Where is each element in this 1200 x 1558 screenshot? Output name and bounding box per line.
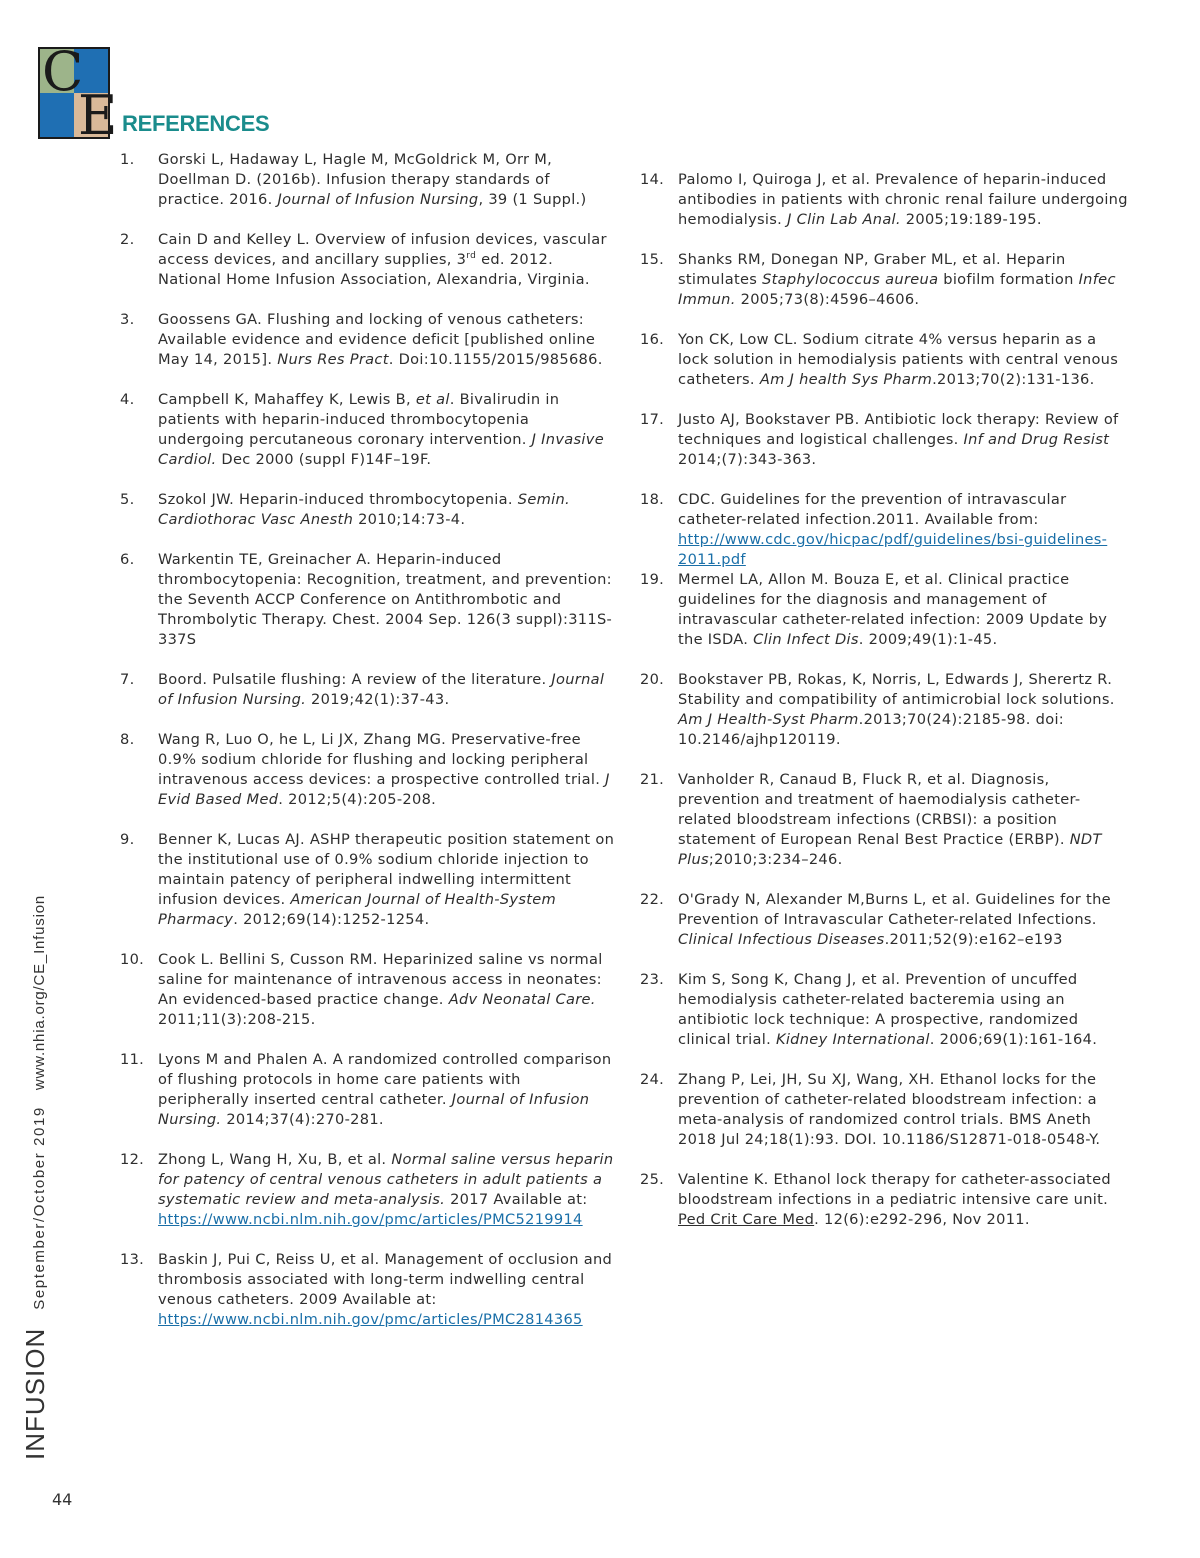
- reference-number: 13.: [120, 1251, 145, 1268]
- reference-link[interactable]: https://www.ncbi.nlm.nih.gov/pmc/articles/PMC2814365: [158, 1311, 583, 1328]
- reference-text-segment: Benner K, Lucas AJ. ASHP therapeutic position statement on the institutional use of 0.9% sodium chloride injection to maintain patency of peripheral indwelling intermittent infusion devices.: [158, 831, 615, 908]
- reference-number: 4.: [120, 391, 135, 408]
- reference-item: [640, 1170, 1130, 1230]
- reference-source-italic: J Clin Lab Anal.: [787, 211, 901, 228]
- reference-number: 21.: [640, 771, 665, 788]
- reference-text: [158, 1251, 612, 1328]
- page-number: 44: [52, 1490, 73, 1509]
- reference-text: [678, 971, 1097, 1048]
- reference-item: [120, 550, 615, 650]
- reference-number: 12.: [120, 1151, 145, 1168]
- reference-text-segment: . Doi:10.1155/2015/985686.: [388, 351, 603, 368]
- reference-text-segment: Baskin J, Pui C, Reiss U, et al. Management of occlusion and thrombosis associated with long-term indwelling central venous catheters. 2009 Available at:: [158, 1251, 613, 1308]
- reference-text-segment: , 39 (1 Suppl.): [478, 191, 587, 208]
- reference-source-italic: American Journal of Health-System Pharmacy: [158, 891, 557, 928]
- reference-text: [158, 731, 610, 808]
- reference-number: 14.: [640, 171, 665, 188]
- reference-text-segment: ed. 2012. National Home Infusion Association, Alexandria, Virginia.: [158, 251, 590, 288]
- reference-item: [640, 250, 1130, 310]
- reference-text-segment: . Bivalirudin in patients with heparin-induced thrombocytopenia undergoing percutaneous coronary intervention.: [158, 391, 560, 448]
- reference-item: [120, 230, 615, 290]
- reference-text-segment: Goossens GA. Flushing and locking of venous catheters: Available evidence and evidence deficit [published online May 14, 2015].: [158, 311, 596, 368]
- reference-text: [158, 831, 614, 928]
- reference-text-segment: Wang R, Luo O, he L, Li JX, Zhang MG. Preservative-free 0.9% sodium chloride for flushing and locking peripheral intravenous access devices: a prospective controlled trial.: [158, 731, 606, 788]
- reference-text-segment: 2005;73(8):4596–4606.: [735, 291, 920, 308]
- reference-item: [640, 410, 1130, 470]
- reference-text-segment: Lyons M and Phalen A. A randomized controlled comparison of flushing protocols in home care patients with peripherally inserted central catheter.: [158, 1051, 612, 1108]
- journal-brand: INFUSION: [20, 1327, 50, 1460]
- reference-source-italic: Infec Immun.: [678, 271, 1116, 308]
- reference-text-segment: Valentine K. Ethanol lock therapy for catheter-associated bloodstream infections in a pediatric intensive care unit.: [678, 1171, 1111, 1208]
- reference-text-segment: .2011;52(9):e162–e193: [884, 931, 1063, 948]
- reference-source-italic: Adv Neonatal Care.: [448, 991, 596, 1008]
- reference-text: [158, 231, 607, 288]
- reference-item: [120, 670, 615, 710]
- reference-item: [640, 570, 1130, 650]
- reference-item: [120, 310, 615, 370]
- reference-number: 23.: [640, 971, 665, 988]
- reference-text-segment: Vanholder R, Canaud B, Fluck R, et al. Diagnosis, prevention and treatment of haemodialysis catheter-related bloodstream infections (CRBSI): a position statement of European Renal Best Practice (ERBP).: [678, 771, 1081, 848]
- reference-text: [158, 951, 603, 1028]
- reference-text-segment: Mermel LA, Allon M. Bouza E, et al. Clinical practice guidelines for the diagnosis and management of intravascular catheter-related infection: 2009 Update by the ISDA.: [678, 571, 1108, 648]
- reference-number: 25.: [640, 1171, 665, 1188]
- reference-source-italic: Clin Infect Dis: [753, 631, 859, 648]
- logo-letter-c: C: [42, 40, 84, 103]
- reference-item: [120, 390, 615, 470]
- reference-text-segment: 2005;19:189-195.: [900, 211, 1042, 228]
- reference-number: 10.: [120, 951, 145, 968]
- reference-source-italic: Journal of Infusion Nursing: [277, 191, 479, 208]
- reference-text: [678, 671, 1115, 748]
- reference-source-italic: et al: [415, 391, 450, 408]
- reference-source-italic: Am J health Sys Pharm: [759, 371, 933, 388]
- reference-number: 1.: [120, 151, 135, 168]
- reference-text-segment: . 2012;5(4):205-208.: [278, 791, 437, 808]
- references-column-left: [120, 150, 615, 1350]
- reference-text: [158, 551, 612, 648]
- reference-text-segment: Zhong L, Wang H, Xu, B, et al.: [158, 1151, 392, 1168]
- reference-item: [120, 490, 615, 530]
- reference-text-segment: .2013;70(24):2185-98. doi: 10.2146/ajhp120119.: [678, 711, 1065, 748]
- reference-text-segment: Justo AJ, Bookstaver PB. Antibiotic lock therapy: Review of techniques and logistical challenges.: [678, 411, 1119, 448]
- reference-number: 17.: [640, 411, 665, 428]
- reference-item: [640, 170, 1130, 230]
- reference-number: 15.: [640, 251, 665, 268]
- reference-number: 9.: [120, 831, 135, 848]
- reference-text-segment: Bookstaver PB, Rokas, K, Norris, L, Edwards J, Sherertz R. Stability and compatibility of antimicrobial lock solutions.: [678, 671, 1115, 708]
- reference-text-segment: Campbell K, Mahaffey K, Lewis B,: [158, 391, 416, 408]
- reference-text: [158, 151, 587, 208]
- reference-text-segment: ;2010;3:234–246.: [708, 851, 843, 868]
- reference-item: [120, 730, 615, 810]
- journal-url: www.nhia.org/CE_Infusion: [31, 894, 48, 1091]
- reference-source-italic: J Invasive Cardiol.: [158, 431, 604, 468]
- reference-source-italic: Journal of Infusion Nursing.: [158, 671, 605, 708]
- reference-number: 18.: [640, 491, 665, 508]
- reference-text: [678, 491, 1107, 568]
- reference-number: 2.: [120, 231, 135, 248]
- reference-text-segment: Cook L. Bellini S, Cusson RM. Heparinized saline vs normal saline for maintenance of intravenous access in neonates: An evidenced-based practice change.: [158, 951, 603, 1008]
- reference-text: [678, 571, 1107, 648]
- reference-text-segment: 2017 Available at:: [445, 1191, 588, 1208]
- reference-text-segment: Kim S, Song K, Chang J, et al. Prevention of uncuffed hemodialysis catheter-related bacteremia using an antibiotic lock technique: A prospective, randomized clinical trial.: [678, 971, 1079, 1048]
- reference-text: [678, 1071, 1100, 1148]
- reference-item: [640, 1070, 1130, 1150]
- reference-source-italic: Am J Health-Syst Pharm: [678, 711, 859, 728]
- reference-text: [678, 1171, 1111, 1228]
- reference-source-italic: Clinical Infectious Diseases: [678, 931, 885, 948]
- reference-source-italic: Kidney International: [775, 1031, 930, 1048]
- reference-item: [120, 830, 615, 930]
- reference-text: [158, 1151, 613, 1228]
- reference-text-segment: .2013;70(2):131-136.: [932, 371, 1095, 388]
- reference-text: [158, 671, 604, 708]
- reference-item: [120, 150, 615, 210]
- reference-item: [640, 770, 1130, 870]
- reference-text-segment: . 12(6):e292-296, Nov 2011.: [814, 1211, 1030, 1228]
- superscript: rd: [466, 251, 477, 262]
- reference-text-segment: 2010;14:73-4.: [353, 511, 466, 528]
- reference-source-italic: Inf and Drug Resist: [963, 431, 1110, 448]
- issue-date: September/October 2019: [31, 1106, 48, 1310]
- section-title: REFERENCES: [122, 111, 270, 136]
- reference-text: [678, 251, 1116, 308]
- reference-text-segment: Szokol JW. Heparin-induced thrombocytopenia.: [158, 491, 518, 508]
- reference-number: 6.: [120, 551, 135, 568]
- reference-number: 7.: [120, 671, 135, 688]
- reference-text-segment: . 2009;49(1):1-45.: [858, 631, 998, 648]
- reference-text: [158, 491, 570, 528]
- reference-item: [120, 1150, 615, 1230]
- reference-text-segment: Palomo I, Quiroga J, et al. Prevalence of heparin-induced antibodies in patients with chronic renal failure undergoing hemodialysis.: [678, 171, 1128, 228]
- reference-item: [640, 670, 1130, 750]
- reference-text-segment: Dec 2000 (suppl F)14F–19F.: [216, 451, 432, 468]
- reference-text-segment: Yon CK, Low CL. Sodium citrate 4% versus heparin as a lock solution in hemodialysis patients with central venous catheters.: [678, 331, 1119, 388]
- reference-number: 16.: [640, 331, 665, 348]
- reference-number: 19.: [640, 571, 665, 588]
- reference-text-segment: Warkentin TE, Greinacher A. Heparin-induced thrombocytopenia: Recognition, treatment, and prevention: the Seventh ACCP Conference on Antithrombotic and Thrombolytic Therapy. Chest. 2004 Sep. 126(3 suppl):311S-337S: [158, 551, 613, 648]
- references-column-right: [640, 170, 1130, 1250]
- reference-source-italic: NDT Plus: [678, 831, 1102, 868]
- reference-number: 11.: [120, 1051, 145, 1068]
- reference-text: [158, 391, 604, 468]
- reference-item: [120, 1050, 615, 1130]
- sidebar-running-head: [20, 894, 100, 1470]
- reference-number: 3.: [120, 311, 135, 328]
- reference-text: [678, 411, 1119, 468]
- reference-text-segment: 2019;42(1):37-43.: [306, 691, 450, 708]
- reference-text-segment: O'Grady N, Alexander M,Burns L, et al. Guidelines for the Prevention of Intravascular Catheter-related Infections.: [678, 891, 1111, 928]
- reference-text-segment: . 2006;69(1):161-164.: [929, 1031, 1098, 1048]
- reference-number: 8.: [120, 731, 135, 748]
- reference-item: [120, 950, 615, 1030]
- reference-text-segment: biofilm formation: [938, 271, 1079, 288]
- reference-source-italic: Nurs Res Pract: [277, 351, 389, 368]
- reference-text-segment: . 2012;69(14):1252-1254.: [233, 911, 430, 928]
- reference-link[interactable]: http://www.cdc.gov/hicpac/pdf/guidelines/bsi-guidelines-2011.pdf: [678, 531, 1108, 568]
- reference-source-italic: Normal saline versus heparin for patency of central venous catheters in adult patients a systematic review and meta-analysis.: [158, 1151, 614, 1208]
- reference-item: [640, 890, 1130, 950]
- reference-text-segment: Cain D and Kelley L. Overview of infusion devices, vascular access devices, and ancillary supplies, 3: [158, 231, 607, 268]
- reference-text-segment: 2014;37(4):270-281.: [221, 1111, 384, 1128]
- reference-text: [158, 311, 603, 368]
- reference-item: [640, 970, 1130, 1050]
- reference-text-segment: CDC. Guidelines for the prevention of intravascular catheter-related infection.2011. Available from:: [678, 491, 1067, 528]
- reference-text: [678, 891, 1111, 948]
- ce-logo: [38, 40, 118, 147]
- reference-source-italic: Journal of Infusion Nursing.: [158, 1091, 590, 1128]
- reference-link[interactable]: https://www.ncbi.nlm.nih.gov/pmc/articles/PMC5219914: [158, 1211, 583, 1228]
- reference-item: [640, 490, 1130, 570]
- reference-source-underlined: Ped Crit Care Med: [678, 1211, 815, 1228]
- reference-number: 24.: [640, 1071, 665, 1088]
- reference-text: [158, 1051, 611, 1128]
- reference-item: [640, 330, 1130, 390]
- logo-letter-e: E: [78, 84, 118, 147]
- reference-text-segment: 2014;(7):343-363.: [678, 451, 817, 468]
- reference-text: [678, 771, 1102, 868]
- reference-text: [678, 331, 1118, 388]
- reference-text-segment: 2011;11(3):208-215.: [158, 1011, 316, 1028]
- reference-source-italic: Semin. Cardiothorac Vasc Anesth: [158, 491, 570, 528]
- reference-source-italic: J Evid Based Med: [158, 771, 610, 808]
- reference-text-segment: Boord. Pulsatile flushing: A review of the literature.: [158, 671, 552, 688]
- reference-text-segment: Zhang P, Lei, JH, Su XJ, Wang, XH. Ethanol locks for the prevention of catheter-related bloodstream infection: a meta-analysis of randomized control trials. BMS Aneth 2018 Jul 24;18(1):93. DOI. 10.1186/S12871-018-0548-Y.: [678, 1071, 1101, 1148]
- reference-text-segment: Gorski L, Hadaway L, Hagle M, McGoldrick M, Orr M, Doellman D. (2016b). Infusion therapy standards of practice. 2016.: [158, 151, 553, 208]
- reference-number: 5.: [120, 491, 135, 508]
- reference-text-segment: Shanks RM, Donegan NP, Graber ML, et al. Heparin stimulates: [678, 251, 1066, 288]
- reference-text: [678, 171, 1128, 228]
- reference-source-italic: Staphylococcus aureua: [762, 271, 939, 288]
- reference-item: [120, 1250, 615, 1330]
- reference-number: 20.: [640, 671, 665, 688]
- reference-number: 22.: [640, 891, 665, 908]
